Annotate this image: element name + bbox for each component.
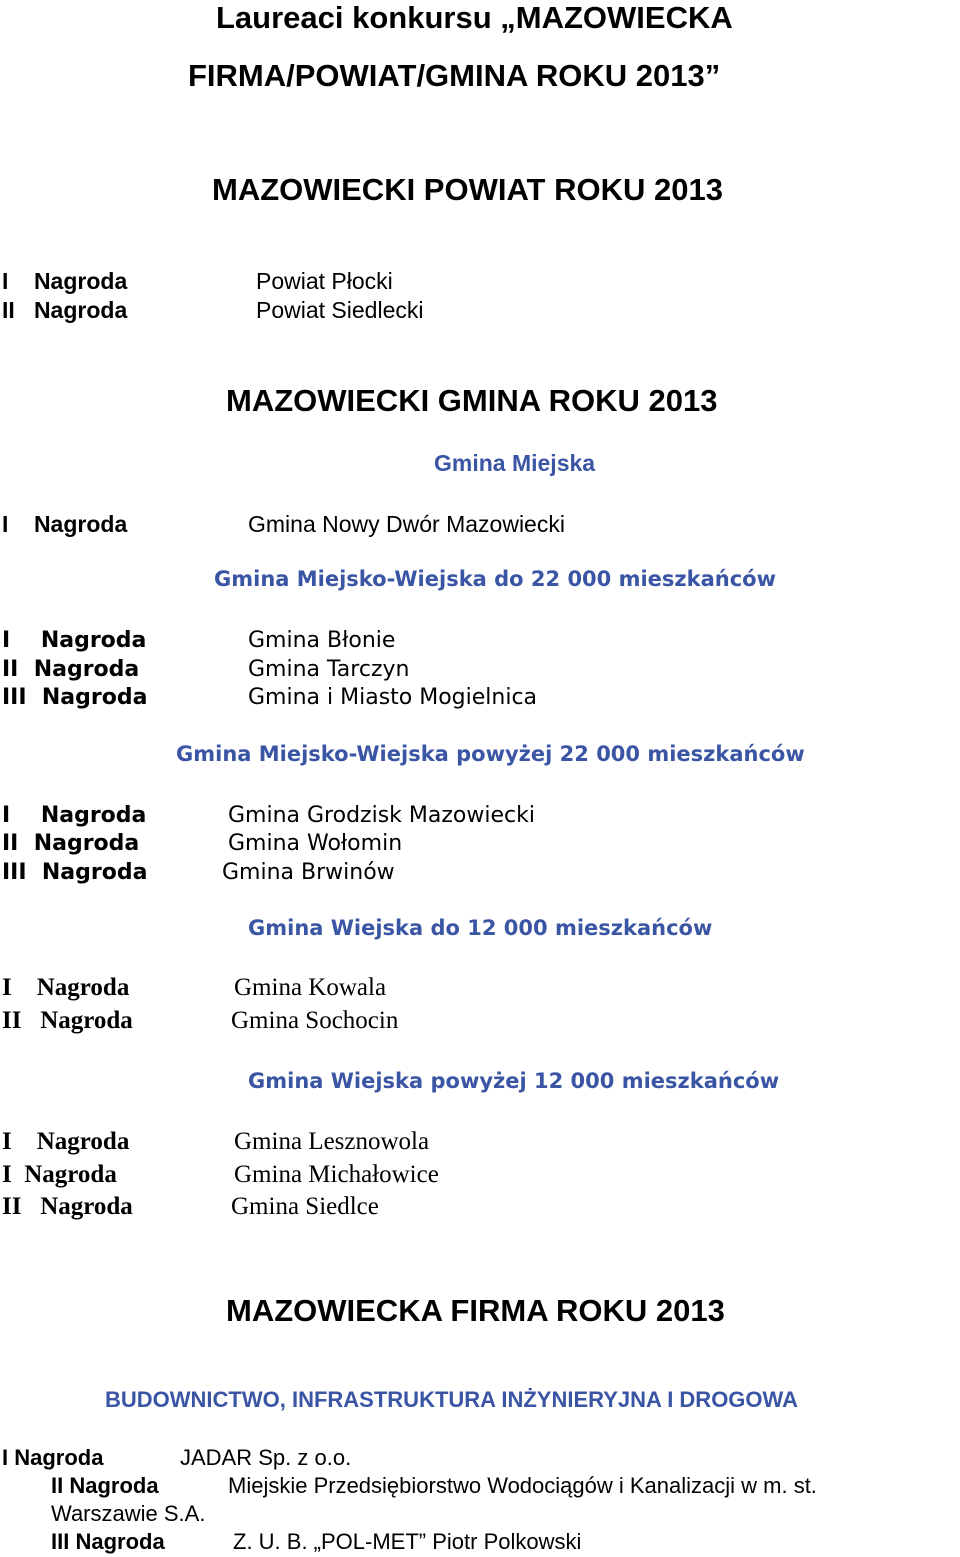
- winner-name: Gmina Lesznowola: [234, 1128, 430, 1155]
- winner-name: JADAR Sp. z o.o.: [180, 1445, 352, 1470]
- page-title-line-2: FIRMA/POWIAT/GMINA ROKU 2013”: [188, 58, 721, 93]
- winner-name: Gmina Michałowice: [234, 1161, 439, 1188]
- category-heading: Gmina Miejska: [434, 450, 596, 476]
- prize-label: II Nagroda: [2, 1193, 133, 1220]
- prize-label: I Nagroda: [2, 628, 147, 653]
- winner-name: Gmina Siedlce: [231, 1193, 379, 1220]
- prize-label: I Nagroda: [2, 1445, 104, 1470]
- prize-label: III Nagroda: [51, 1529, 165, 1554]
- prize-label: II Nagroda: [2, 1007, 133, 1034]
- prize-label: III Nagroda: [2, 685, 148, 710]
- winner-name: Z. U. B. „POL-MET” Piotr Polkowski: [233, 1529, 582, 1554]
- prize-label: I Nagroda: [2, 803, 147, 828]
- prize-label: I Nagroda: [2, 1161, 117, 1188]
- prize-label: I Nagroda: [2, 268, 128, 294]
- winner-name: Gmina Tarczyn: [248, 657, 410, 682]
- page-title-line-1: Laureaci konkursu „MAZOWIECKA: [216, 0, 733, 35]
- category-heading: Gmina Wiejska powyżej 12 000 mieszkańców: [248, 1069, 780, 1093]
- winner-name: Gmina Kowala: [234, 974, 387, 1001]
- category-heading: Gmina Miejsko-Wiejska powyżej 22 000 mieszkańców: [176, 742, 805, 766]
- section-heading-firma: MAZOWIECKA FIRMA ROKU 2013: [226, 1293, 725, 1328]
- prize-label: III Nagroda: [2, 860, 148, 885]
- category-heading: Gmina Wiejska do 12 000 mieszkańców: [248, 916, 713, 940]
- winner-name: Gmina Sochocin: [231, 1007, 399, 1034]
- prize-label: II Nagroda: [51, 1473, 159, 1498]
- prize-label: II Nagroda: [2, 297, 128, 323]
- winner-name: Gmina Wołomin: [228, 831, 403, 856]
- prize-label: I Nagroda: [2, 511, 128, 537]
- winner-name: Powiat Płocki: [256, 268, 393, 294]
- prize-label: I Nagroda: [2, 1128, 130, 1155]
- winner-name: Miejskie Przedsiębiorstwo Wodociągów i Kanalizacji w m. st.: [228, 1473, 817, 1498]
- winner-name: Powiat Siedlecki: [256, 297, 424, 323]
- winner-name: Gmina Nowy Dwór Mazowiecki: [248, 511, 565, 537]
- winner-name-continuation: Warszawie S.A.: [51, 1501, 206, 1526]
- winner-name: Gmina Brwinów: [222, 860, 395, 885]
- winner-name: Gmina Błonie: [248, 628, 396, 653]
- section-heading-gmina: MAZOWIECKI GMINA ROKU 2013: [226, 383, 718, 418]
- section-heading-powiat: MAZOWIECKI POWIAT ROKU 2013: [212, 172, 723, 207]
- category-heading: Gmina Miejsko-Wiejska do 22 000 mieszkańców: [214, 567, 776, 591]
- prize-label: II Nagroda: [2, 657, 140, 682]
- winner-name: Gmina Grodzisk Mazowiecki: [228, 803, 535, 828]
- winner-name: Gmina i Miasto Mogielnica: [248, 685, 538, 710]
- prize-label: II Nagroda: [2, 831, 140, 856]
- prize-label: I Nagroda: [2, 974, 130, 1001]
- category-heading: BUDOWNICTWO, INFRASTRUKTURA INŻYNIERYJNA I DROGOWA: [105, 1387, 798, 1412]
